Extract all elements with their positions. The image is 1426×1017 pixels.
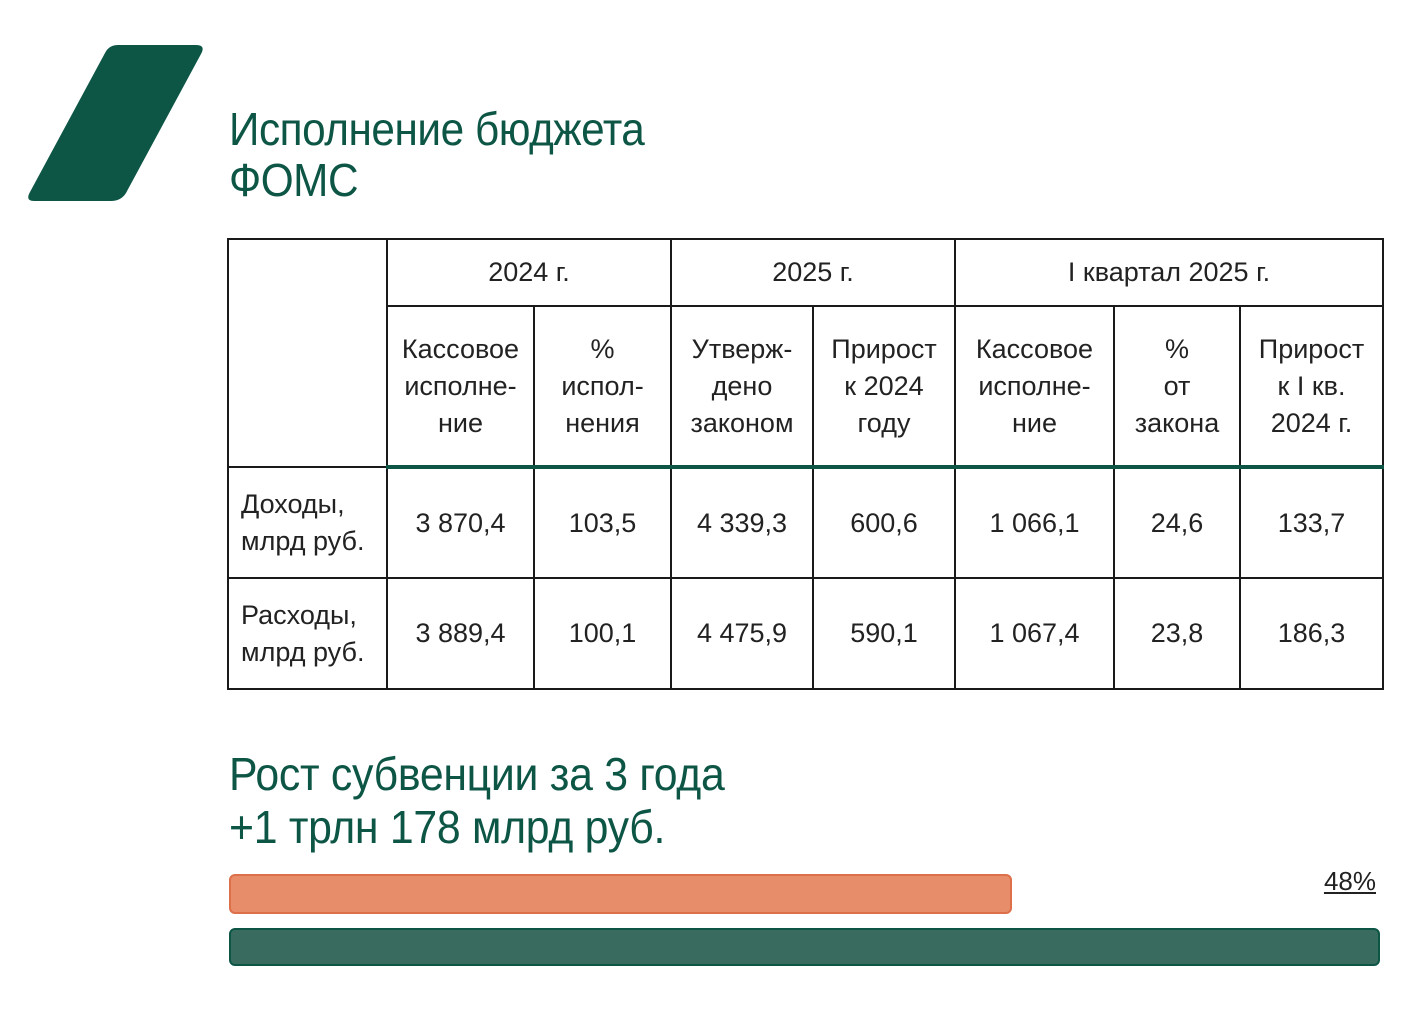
table-cell: 4 475,9 [671, 578, 813, 689]
row-label-text: Доходы, [241, 488, 345, 519]
subheader-text: Утверж- [691, 333, 793, 364]
budget-table [227, 238, 1384, 690]
subheader-cash-execution-2024 [387, 306, 534, 467]
subheader-text: от [1163, 370, 1191, 401]
table-cell: 590,1 [813, 578, 955, 689]
table-cell: 600,6 [813, 467, 955, 578]
orange-progress-fill [229, 874, 1012, 914]
table-cell: 186,3 [1240, 578, 1383, 689]
subheader-text: Прирост [831, 333, 937, 364]
table-header-row-groups [228, 239, 1383, 306]
subheader-text: закона [1134, 407, 1220, 438]
table-cell: 103,5 [534, 467, 671, 578]
table-cell: 3 870,4 [387, 467, 534, 578]
table-cell: 23,8 [1114, 578, 1240, 689]
row-label-text: Расходы, [241, 599, 357, 630]
table-row-income [228, 467, 1383, 578]
page-title [229, 104, 644, 206]
subheader-text: году [857, 407, 911, 438]
subheader-text: к I кв. [1277, 370, 1346, 401]
orange-progress-bar [229, 874, 1380, 914]
table-corner-cell [228, 239, 387, 467]
group-header-2025: 2025 г. [671, 239, 955, 306]
subheader-text: % [1164, 333, 1189, 364]
subheader-text: ние [1011, 407, 1057, 438]
row-label-text: млрд руб. [241, 636, 365, 667]
subheader-text: Прирост [1258, 333, 1365, 364]
subheader-text: Кассовое [975, 333, 1094, 364]
table-header-row-sub [228, 306, 1383, 467]
subheader-text: испол- [561, 370, 644, 401]
row-label-text: млрд руб. [241, 525, 365, 556]
logo-parallelogram-icon [26, 43, 204, 203]
subsidy-heading-line2: +1 трлн 178 млрд руб. [229, 801, 666, 853]
subheader-approved-by-law [671, 306, 813, 467]
subheader-growth-vs-q1-2024 [1240, 306, 1383, 467]
green-progress-fill [229, 928, 1380, 966]
table-cell: 24,6 [1114, 467, 1240, 578]
subheader-text: % [590, 333, 615, 364]
subheader-execution-percent [534, 306, 671, 467]
group-header-2024: 2024 г. [387, 239, 671, 306]
row-label-expenses [228, 578, 387, 689]
table-cell: 4 339,3 [671, 467, 813, 578]
table-cell: 3 889,4 [387, 578, 534, 689]
subheader-text: к 2024 [844, 370, 924, 401]
group-header-q1-2025: I квартал 2025 г. [955, 239, 1383, 306]
table-cell: 1 066,1 [955, 467, 1114, 578]
page-title-line2: ФОМС [229, 154, 359, 206]
table-cell: 1 067,4 [955, 578, 1114, 689]
subheader-text: исполне- [978, 370, 1091, 401]
subheader-text: нения [565, 407, 640, 438]
subheader-text: Кассовое [401, 333, 520, 364]
subheader-text: дено [711, 370, 773, 401]
table-cell: 100,1 [534, 578, 671, 689]
subheader-cash-execution-q1 [955, 306, 1114, 467]
table-row-expenses [228, 578, 1383, 689]
subsidy-heading-line1: Рост субвенции за 3 года [229, 748, 725, 800]
subheader-text: исполне- [404, 370, 517, 401]
green-progress-bar [229, 928, 1380, 966]
row-label-income [228, 467, 387, 578]
table-cell: 133,7 [1240, 467, 1383, 578]
subheader-text: законом [690, 407, 794, 438]
subheader-text: ние [437, 407, 483, 438]
subheader-growth-vs-2024 [813, 306, 955, 467]
subheader-percent-of-law [1114, 306, 1240, 467]
progress-percent-label: 48% [1323, 866, 1376, 896]
subheader-text: 2024 г. [1270, 407, 1353, 438]
page-title-line1: Исполнение бюджета [229, 103, 645, 155]
subsidy-growth-heading [229, 748, 724, 854]
